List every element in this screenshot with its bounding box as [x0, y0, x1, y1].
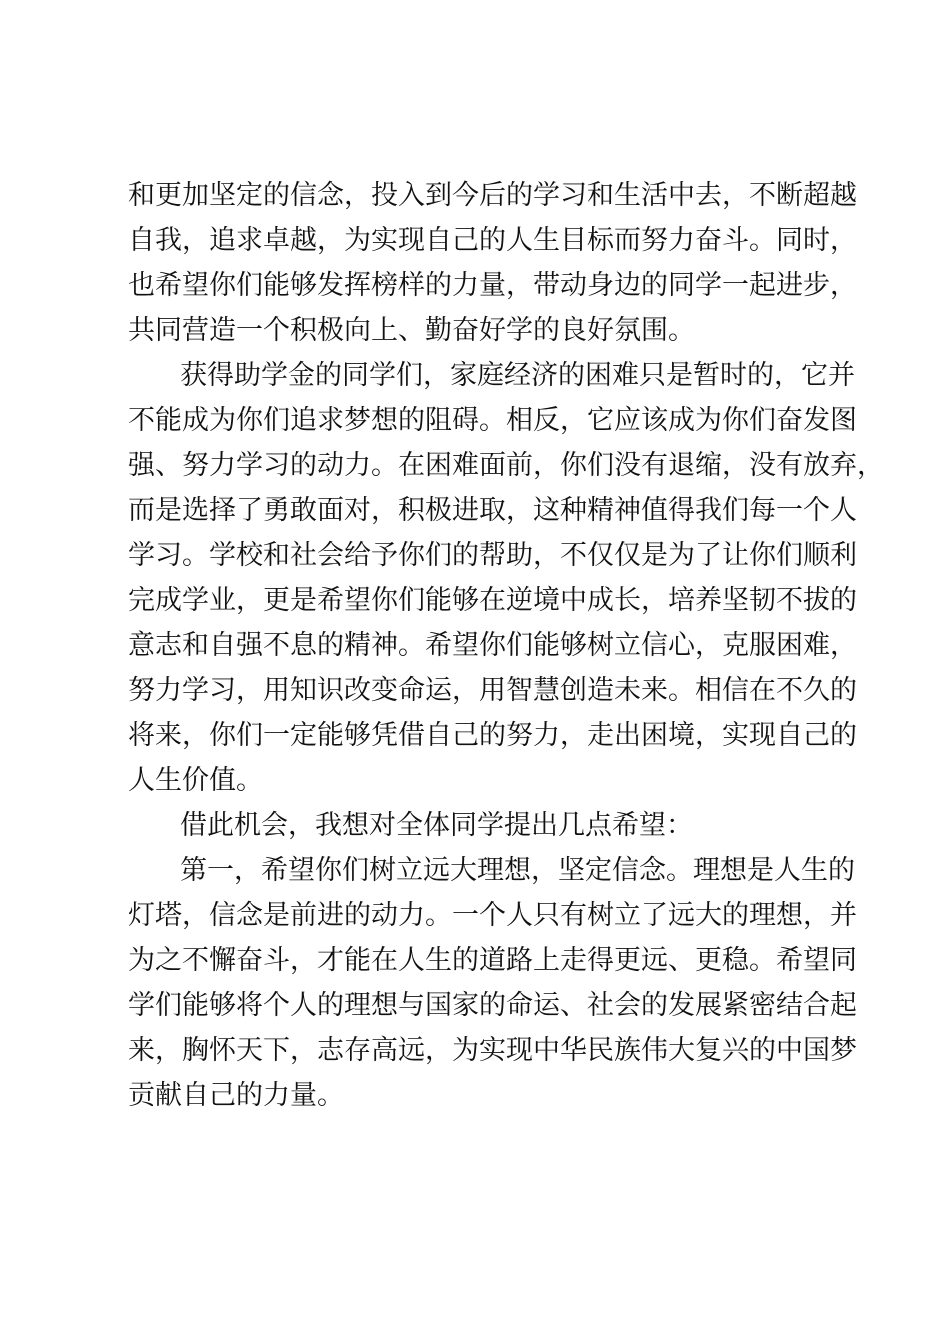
- paragraph-first-line: 借此机会，我想对全体同学提出几点希望：: [180, 810, 693, 841]
- text-line: 强、努力学习的动力。在困难面前，你们没有退缩，没有放弃，: [128, 450, 884, 481]
- text-line: 不能成为你们追求梦想的阻碍。相反，它应该成为你们奋发图: [128, 405, 857, 436]
- text-line: 共同营造一个积极向上、勤奋好学的良好氛围。: [128, 315, 695, 346]
- text-line: 人生价值。: [128, 765, 263, 796]
- text-line: 为之不懈奋斗，才能在人生的道路上走得更远、更稳。希望同: [128, 945, 857, 976]
- text-line: 学们能够将个人的理想与国家的命运、社会的发展紧密结合起: [128, 990, 857, 1021]
- text-line: 自我，追求卓越，为实现自己的人生目标而努力奋斗。同时，: [128, 225, 857, 256]
- text-line: 来，胸怀天下，志存高远，为实现中华民族伟大复兴的中国梦: [128, 1035, 857, 1066]
- text-line: 也希望你们能够发挥榜样的力量，带动身边的同学一起进步，: [128, 270, 857, 301]
- paragraph-first-line: 获得助学金的同学们，家庭经济的困难只是暂时的，它并: [180, 360, 855, 391]
- text-line: 学习。学校和社会给予你们的帮助，不仅仅是为了让你们顺利: [128, 540, 857, 571]
- text-line: 将来，你们一定能够凭借自己的努力，走出困境，实现自己的: [128, 720, 857, 751]
- text-line: 意志和自强不息的精神。希望你们能够树立信心，克服困难，: [128, 630, 857, 661]
- paragraph-first-line: 第一，希望你们树立远大理想，坚定信念。理想是人生的: [180, 855, 855, 886]
- text-line: 灯塔，信念是前进的动力。一个人只有树立了远大的理想，并: [128, 900, 857, 931]
- text-line: 而是选择了勇敢面对，积极进取，这种精神值得我们每一个人: [128, 495, 857, 526]
- text-line: 完成学业，更是希望你们能够在逆境中成长，培养坚韧不拔的: [128, 585, 857, 616]
- text-line: 努力学习，用知识改变命运，用智慧创造未来。相信在不久的: [128, 675, 857, 706]
- document-body: [128, 173, 884, 1118]
- text-line: 贡献自己的力量。: [128, 1080, 344, 1111]
- text-line: 和更加坚定的信念，投入到今后的学习和生活中去，不断超越: [128, 180, 857, 211]
